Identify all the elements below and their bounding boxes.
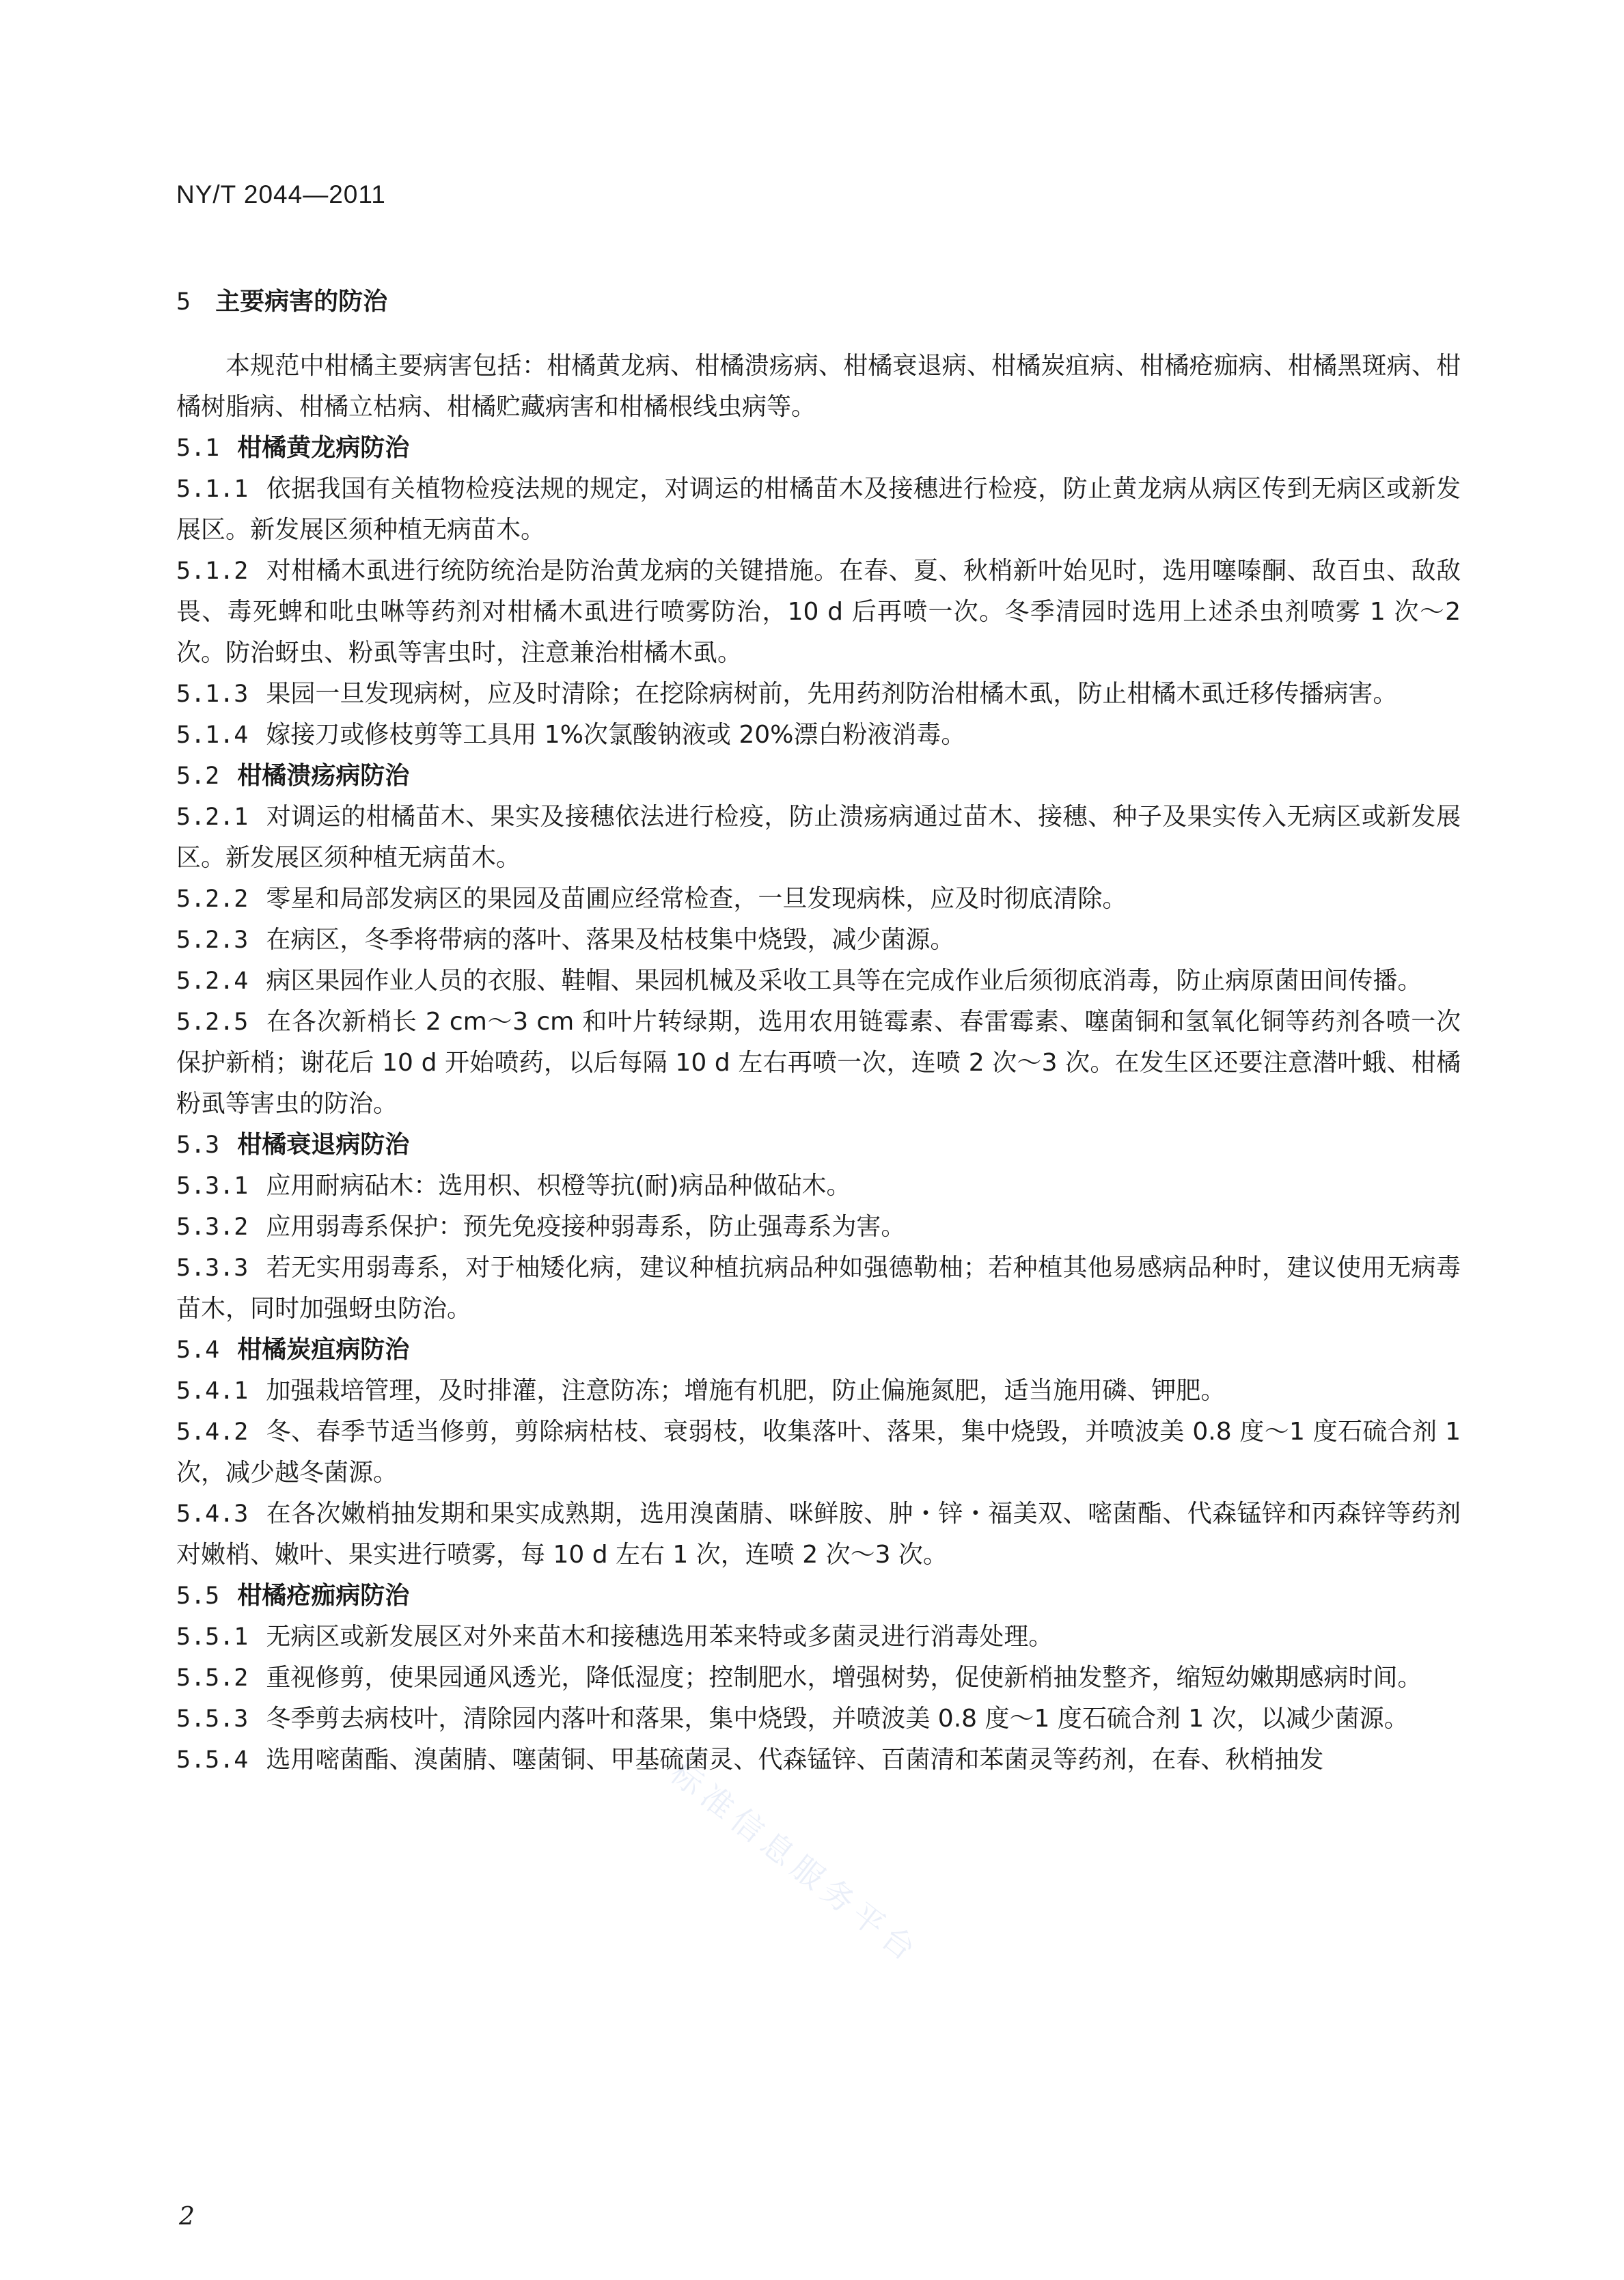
clause-number: 5.4.1 xyxy=(176,1377,249,1405)
spacer xyxy=(176,322,1461,346)
clause-text: 嫁接刀或修枝剪等工具用 1%次氯酸钠液或 20%漂白粉液消毒。 xyxy=(266,721,966,749)
clause-text: 应用弱毒系保护：预先免疫接种弱毒系，防止强毒系为害。 xyxy=(266,1213,906,1241)
clause-text: 重视修剪，使果园通风透光，降低湿度；控制肥水，增强树势，促使新梢抽发整齐，缩短幼嫩期感病时间。 xyxy=(266,1664,1422,1692)
subsection-title: 柑橘衰退病防治 xyxy=(237,1131,410,1159)
clause-paragraph xyxy=(176,715,1461,756)
clause-number: 5.1.1 xyxy=(176,476,249,503)
clause-text: 冬季剪去病枝叶，清除园内落叶和落果，集中烧毁，并喷波美 0.8 度～1 度石硫合剂 1 次，以减少菌源。 xyxy=(266,1705,1409,1733)
clause-paragraph xyxy=(176,1658,1461,1699)
clause-text: 若无实用弱毒系，对于柚矮化病，建议种植抗病品种如强德勒柚；若种植其他易感病品种时，建议使用无病毒苗木，同时加强蚜虫防治。 xyxy=(176,1254,1461,1323)
subsection-title: 柑橘炭疽病防治 xyxy=(237,1336,410,1364)
clause-text: 对柑橘木虱进行统防统治是防治黄龙病的关键措施。在春、夏、秋梢新叶始见时，选用噻嗪酮、敌百虫、敌敌畏、毒死蜱和吡虫啉等药剂对柑橘木虱进行喷雾防治，10 d 后再喷一次。冬季清园时选用上述杀虫剂喷雾 1 次～2 次。防治蚜虫、粉虱等害虫时，注意兼治柑橘木虱。 xyxy=(176,557,1461,667)
section-number: 5 xyxy=(176,288,191,316)
clause-number: 5.4.2 xyxy=(176,1418,249,1446)
subsection-title: 柑橘黄龙病防治 xyxy=(237,434,410,462)
section-title: 主要病害的防治 xyxy=(215,288,388,316)
subsection-heading xyxy=(176,756,1461,797)
clause-number: 5.4.3 xyxy=(176,1500,249,1528)
clause-number: 5.5.4 xyxy=(176,1746,249,1774)
document-body xyxy=(176,281,1461,1781)
page-number: 2 xyxy=(179,2203,195,2231)
clause-paragraph xyxy=(176,961,1461,1002)
clause-text: 应用耐病砧木：选用枳、枳橙等抗(耐)病品种做砧木。 xyxy=(266,1172,851,1200)
document-code: NY/T 2044—2011 xyxy=(176,180,386,208)
clause-number: 5.3.2 xyxy=(176,1213,249,1241)
subsection-number: 5.3 xyxy=(176,1131,220,1159)
clause-number: 5.2.4 xyxy=(176,967,249,995)
clause-paragraph xyxy=(176,469,1461,551)
clause-paragraph xyxy=(176,1166,1461,1207)
clause-paragraph xyxy=(176,1248,1461,1330)
clause-text: 在各次嫩梢抽发期和果实成熟期，选用溴菌腈、咪鲜胺、肿・锌・福美双、嘧菌酯、代森锰锌和丙森锌等药剂对嫩梢、嫩叶、果实进行喷雾，每 10 d 左右 1 次，连喷 2 次～3 次。 xyxy=(176,1500,1461,1569)
clause-number: 5.1.2 xyxy=(176,558,249,585)
section-heading xyxy=(176,281,1461,322)
clause-paragraph xyxy=(176,1371,1461,1412)
clause-paragraph xyxy=(176,879,1461,920)
clause-text: 病区果园作业人员的衣服、鞋帽、果园机械及采收工具等在完成作业后须彻底消毒，防止病原菌田间传播。 xyxy=(266,967,1422,995)
clause-number: 5.5.3 xyxy=(176,1705,249,1733)
subsection-heading xyxy=(176,1576,1461,1617)
section-intro-paragraph: 本规范中柑橘主要病害包括：柑橘黄龙病、柑橘溃疡病、柑橘衰退病、柑橘炭疽病、柑橘疮痂病、柑橘黑斑病、柑橘树脂病、柑橘立枯病、柑橘贮藏病害和柑橘根线虫病等。 xyxy=(176,352,1461,421)
clause-paragraph xyxy=(176,551,1461,674)
clause-paragraph xyxy=(176,797,1461,879)
clause-paragraph xyxy=(176,1699,1461,1740)
clause-paragraph xyxy=(176,1494,1461,1576)
clause-number: 5.1.4 xyxy=(176,722,249,749)
clause-number: 5.2.5 xyxy=(176,1008,249,1036)
subsection-title: 柑橘溃疡病防治 xyxy=(237,762,410,790)
clause-text: 在病区，冬季将带病的落叶、落果及枯枝集中烧毁，减少菌源。 xyxy=(266,926,955,954)
subsection-title: 柑橘疮痂病防治 xyxy=(237,1582,410,1610)
watermark-text: 标准信息服务平台 xyxy=(663,1754,928,1972)
clause-paragraph xyxy=(176,1207,1461,1248)
subsection-heading xyxy=(176,428,1461,469)
subsection-heading xyxy=(176,1330,1461,1371)
clause-text: 冬、春季节适当修剪，剪除病枯枝、衰弱枝，收集落叶、落果，集中烧毁，并喷波美 0.8 度～1 度石硫合剂 1 次，减少越冬菌源。 xyxy=(176,1418,1461,1487)
clause-number: 5.2.1 xyxy=(176,804,249,831)
subsection-number: 5.5 xyxy=(176,1582,220,1610)
clause-paragraph xyxy=(176,1002,1461,1125)
clause-paragraph xyxy=(176,920,1461,961)
clause-text: 在各次新梢长 2 cm～3 cm 和叶片转绿期，选用农用链霉素、春雷霉素、噻菌铜和氢氧化铜等药剂各喷一次保护新梢；谢花后 10 d 开始喷药，以后每隔 10 d 左右再喷一次，连喷 2 次～3 次。在发生区还要注意潜叶蛾、柑橘粉虱等害虫的防治。 xyxy=(176,1008,1461,1118)
clause-number: 5.2.3 xyxy=(176,926,249,954)
clause-number: 5.5.1 xyxy=(176,1623,249,1651)
clause-text: 零星和局部发病区的果园及苗圃应经常检查，一旦发现病株，应及时彻底清除。 xyxy=(266,885,1127,913)
clause-number: 5.2.2 xyxy=(176,885,249,913)
subsection-number: 5.2 xyxy=(176,763,220,790)
clause-number: 5.3.3 xyxy=(176,1254,249,1282)
clause-paragraph xyxy=(176,674,1461,715)
subsection-heading xyxy=(176,1125,1461,1166)
clause-number: 5.1.3 xyxy=(176,681,249,708)
clause-number: 5.5.2 xyxy=(176,1664,249,1692)
clause-text: 对调运的柑橘苗木、果实及接穗依法进行检疫，防止溃疡病通过苗木、接穗、种子及果实传入无病区或新发展区。新发展区须种植无病苗木。 xyxy=(176,803,1461,872)
clause-text: 加强栽培管理，及时排灌，注意防冻；增施有机肥，防止偏施氮肥，适当施用磷、钾肥。 xyxy=(266,1377,1226,1405)
clause-text: 选用嘧菌酯、溴菌腈、噻菌铜、甲基硫菌灵、代森锰锌、百菌清和苯菌灵等药剂，在春、秋梢抽发 xyxy=(266,1746,1324,1774)
clause-paragraph xyxy=(176,1412,1461,1494)
subsection-number: 5.4 xyxy=(176,1336,220,1364)
subsection-list xyxy=(176,428,1461,1781)
clause-text: 依据我国有关植物检疫法规的规定，对调运的柑橘苗木及接穗进行检疫，防止黄龙病从病区传到无病区或新发展区。新发展区须种植无病苗木。 xyxy=(176,475,1461,544)
clause-text: 无病区或新发展区对外来苗木和接穗选用苯来特或多菌灵进行消毒处理。 xyxy=(266,1623,1054,1651)
clause-text: 果园一旦发现病树，应及时清除；在挖除病树前，先用药剂防治柑橘木虱，防止柑橘木虱迁移传播病害。 xyxy=(266,680,1398,708)
subsection-number: 5.1 xyxy=(176,435,220,462)
clause-paragraph xyxy=(176,1617,1461,1658)
clause-number: 5.3.1 xyxy=(176,1172,249,1200)
clause-paragraph xyxy=(176,1740,1461,1781)
